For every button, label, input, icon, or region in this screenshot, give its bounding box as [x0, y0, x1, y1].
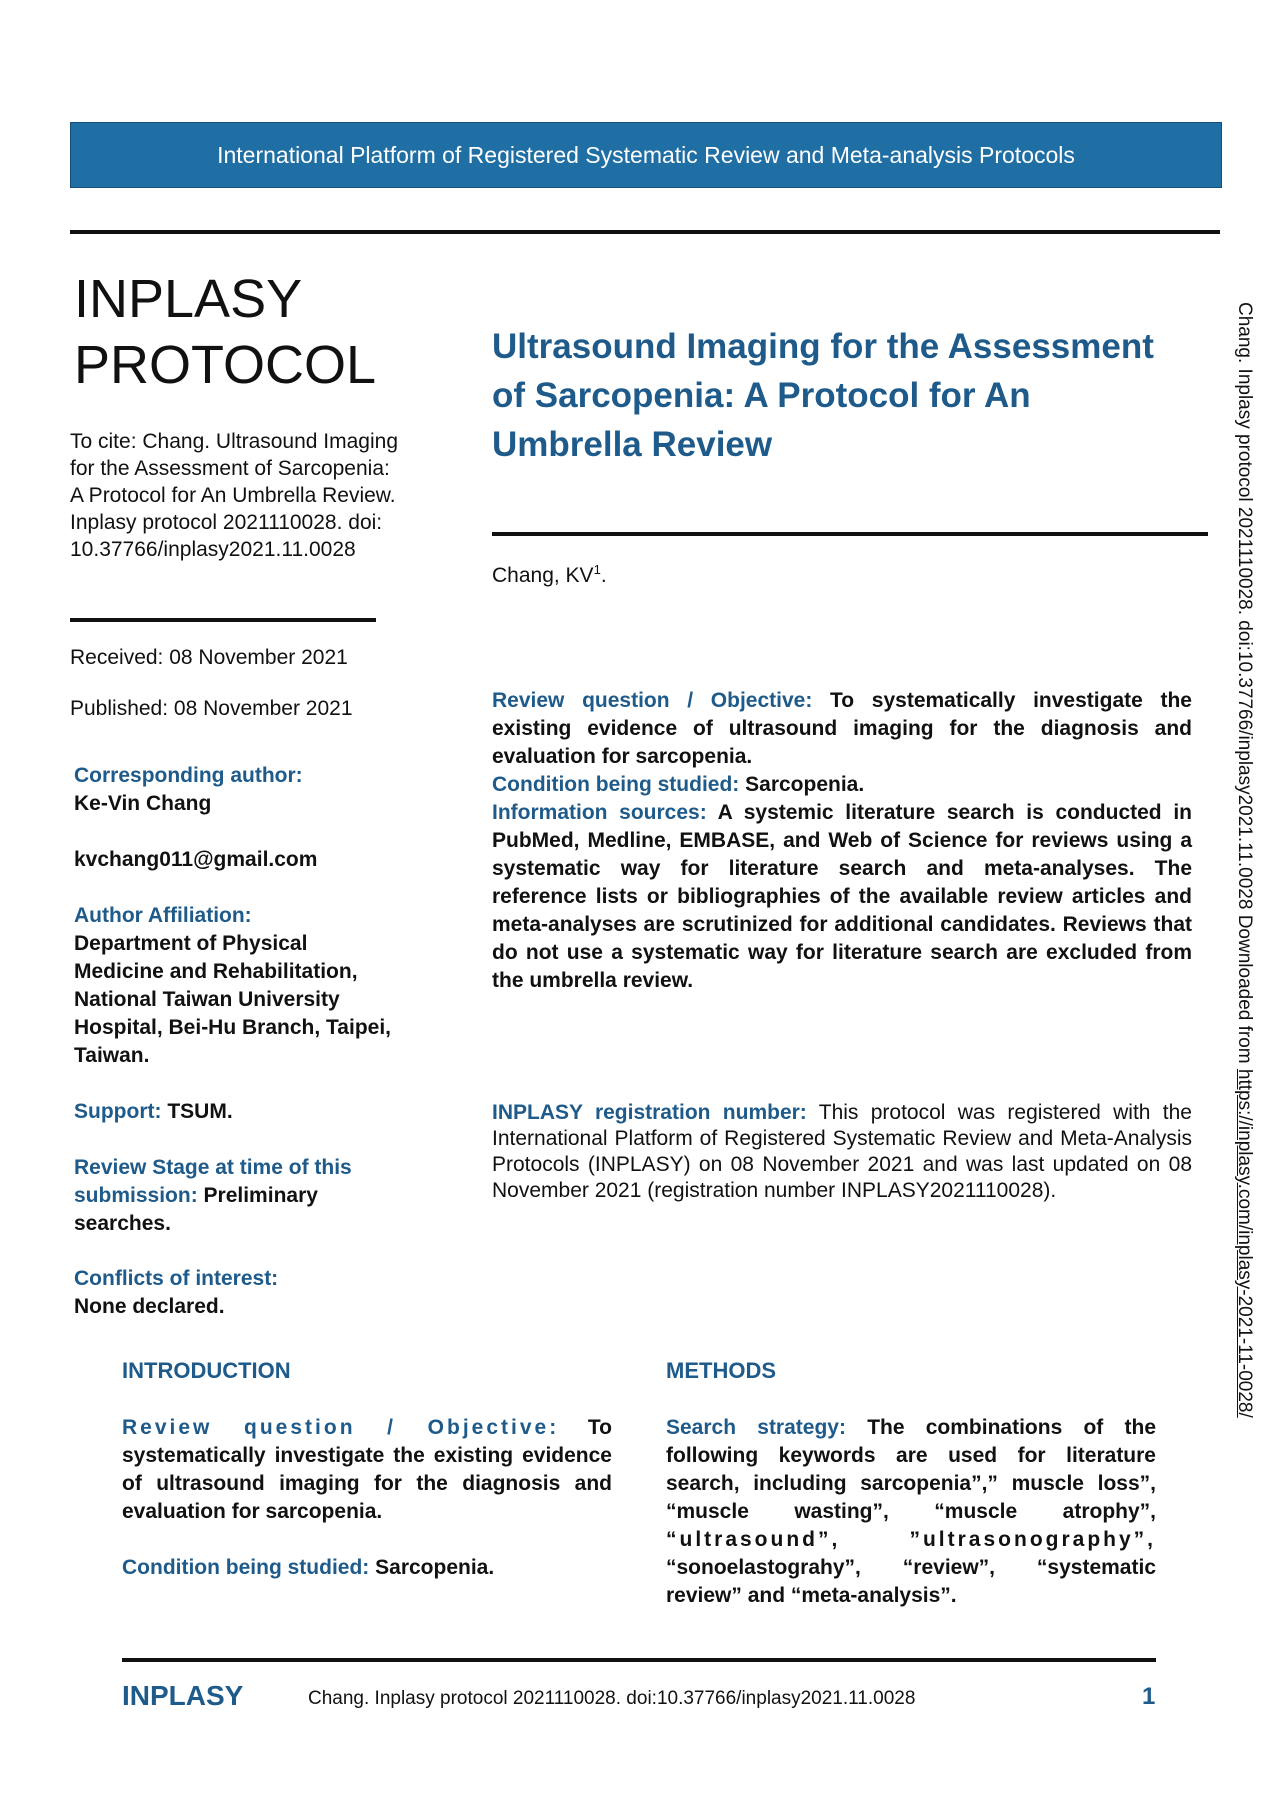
- abstract-condition-label: Condition being studied:: [492, 773, 740, 796]
- top-rule: [70, 230, 1220, 234]
- footer-citation: Chang. Inplasy protocol 2021110028. doi:10.37766/inplasy2021.11.0028: [308, 1688, 916, 1709]
- corresponding-author-name: Ke-Vin Chang: [74, 792, 212, 815]
- methods-search-strategy: [666, 1414, 1156, 1610]
- methods-search-text-c: “sonoelastograhy”, “review”, “systematic review” and “meta-analysis”.: [666, 1556, 1156, 1607]
- affiliation-label: Author Affiliation:: [74, 904, 252, 927]
- methods-search-text-b: “ultrasound”, ”ultrasonography”,: [666, 1528, 1156, 1551]
- banner: International Platform of Registered Systematic Review and Meta-analysis Protocols: [70, 122, 1222, 188]
- abstract-objective-text: To systematically investigate the existing evidence of ultrasound imaging for the diagnosis and evaluation for sarcopenia.: [492, 689, 1192, 768]
- methods-heading: METHODS: [666, 1358, 776, 1383]
- citation-rule: [70, 618, 376, 622]
- abstract-sources-label: Information sources:: [492, 801, 707, 824]
- introduction-section: [122, 1358, 612, 1582]
- conflicts-label: Conflicts of interest:: [74, 1267, 279, 1290]
- published-date: Published: 08 November 2021: [70, 697, 353, 720]
- author-name: Chang, KV: [492, 564, 594, 587]
- abstract-condition: [492, 771, 1192, 799]
- page-number: 1: [1142, 1683, 1156, 1710]
- registration-label: INPLASY registration number:: [492, 1101, 807, 1124]
- introduction-objective-label: Review question / Objective:: [122, 1416, 560, 1439]
- support-label: Support:: [74, 1100, 162, 1123]
- methods-search-text-a: The combinations of the following keywords are used for literature search, including sarcopenia”,” muscle loss”, “muscle wasting”, “muscle atrophy”,: [666, 1416, 1157, 1523]
- download-link[interactable]: https://inplasy.com/inplasy-2021-11-0028/: [1234, 1068, 1255, 1418]
- email[interactable]: [74, 846, 404, 874]
- corresponding-author-block: [74, 762, 404, 818]
- affiliation-text: Department of Physical Medicine and Rehabilitation, National Taiwan University Hospital, Bei-Hu Branch, Taipei, Taiwan.: [74, 932, 391, 1067]
- methods-search-label: Search strategy:: [666, 1416, 846, 1439]
- affiliation-block: [74, 902, 404, 1070]
- author-line: [492, 562, 607, 588]
- email-text[interactable]: kvchang011@gmail.com: [74, 848, 318, 871]
- conflicts-text: None declared.: [74, 1295, 225, 1318]
- abstract-condition-text: Sarcopenia.: [745, 773, 865, 796]
- author-superscript: 1: [593, 562, 601, 577]
- introduction-condition: [122, 1554, 612, 1582]
- abstract-sources-text: A systemic literature search is conducted in PubMed, Medline, EMBASE, and Web of Science for reviews using a systematic way for literature search and meta-analyses. The reference lists or bibliographies of the available review articles and meta-analyses are scrutinized for additional candidates. Reviews that do not use a systematic way for literature search are excluded from the umbrella review.: [492, 801, 1192, 992]
- support-text: TSUM.: [167, 1100, 233, 1123]
- vertical-note-text: Chang. Inplasy protocol 2021110028. doi:10.37766/inplasy2021.11.0028 Downloaded from: [1234, 302, 1255, 1069]
- introduction-condition-label: Condition being studied:: [122, 1556, 370, 1579]
- introduction-objective: [122, 1414, 612, 1526]
- review-stage-text: Preliminary searches.: [74, 1184, 318, 1235]
- registration-block: [492, 1100, 1192, 1204]
- citation: To cite: Chang. Ultrasound Imaging for the Assessment of Sarcopenia: A Protocol for An Umbrella Review. Inplasy protocol 2021110028. doi: 10.37766/inplasy2021.11.0028: [70, 430, 399, 561]
- abstract-sources: [492, 799, 1192, 995]
- introduction-objective-text: To systematically investigate the existing evidence of ultrasound imaging for the diagnosis and evaluation for sarcopenia.: [122, 1416, 612, 1523]
- abstract-objective-label: Review question / Objective:: [492, 689, 813, 712]
- review-stage-block: [74, 1154, 394, 1238]
- support-block: [74, 1098, 404, 1126]
- methods-section: [666, 1358, 1156, 1610]
- footer-rule: [122, 1658, 1156, 1662]
- registration-text: This protocol was registered with the International Platform of Registered Systematic Review and Meta-Analysis Protocols (INPLASY) on 08 November 2021 and was last updated on 08 November 2021 (registration number INPLASY2021110028).: [492, 1101, 1192, 1202]
- protocol-header: [74, 266, 376, 398]
- author-end: .: [600, 564, 607, 587]
- introduction-heading: INTRODUCTION: [122, 1358, 291, 1383]
- received-date: Received: 08 November 2021: [70, 646, 348, 669]
- abstract: [492, 687, 1192, 995]
- abstract-objective: [492, 687, 1192, 771]
- corresponding-author-label: Corresponding author:: [74, 764, 303, 787]
- title-rule: [492, 532, 1208, 536]
- review-stage-label: Review Stage at time of this submission:: [74, 1156, 352, 1207]
- header-line-2: PROTOCOL: [74, 335, 377, 395]
- header-line-1: INPLASY: [74, 269, 303, 329]
- article-title: Ultrasound Imaging for the Assessment of Sarcopenia: A Protocol for An Umbrella Review: [492, 327, 1154, 464]
- footer-brand: INPLASY: [122, 1680, 244, 1711]
- conflicts-block: [74, 1265, 404, 1321]
- introduction-condition-text: Sarcopenia.: [375, 1556, 495, 1579]
- vertical-download-note: [1233, 302, 1255, 1418]
